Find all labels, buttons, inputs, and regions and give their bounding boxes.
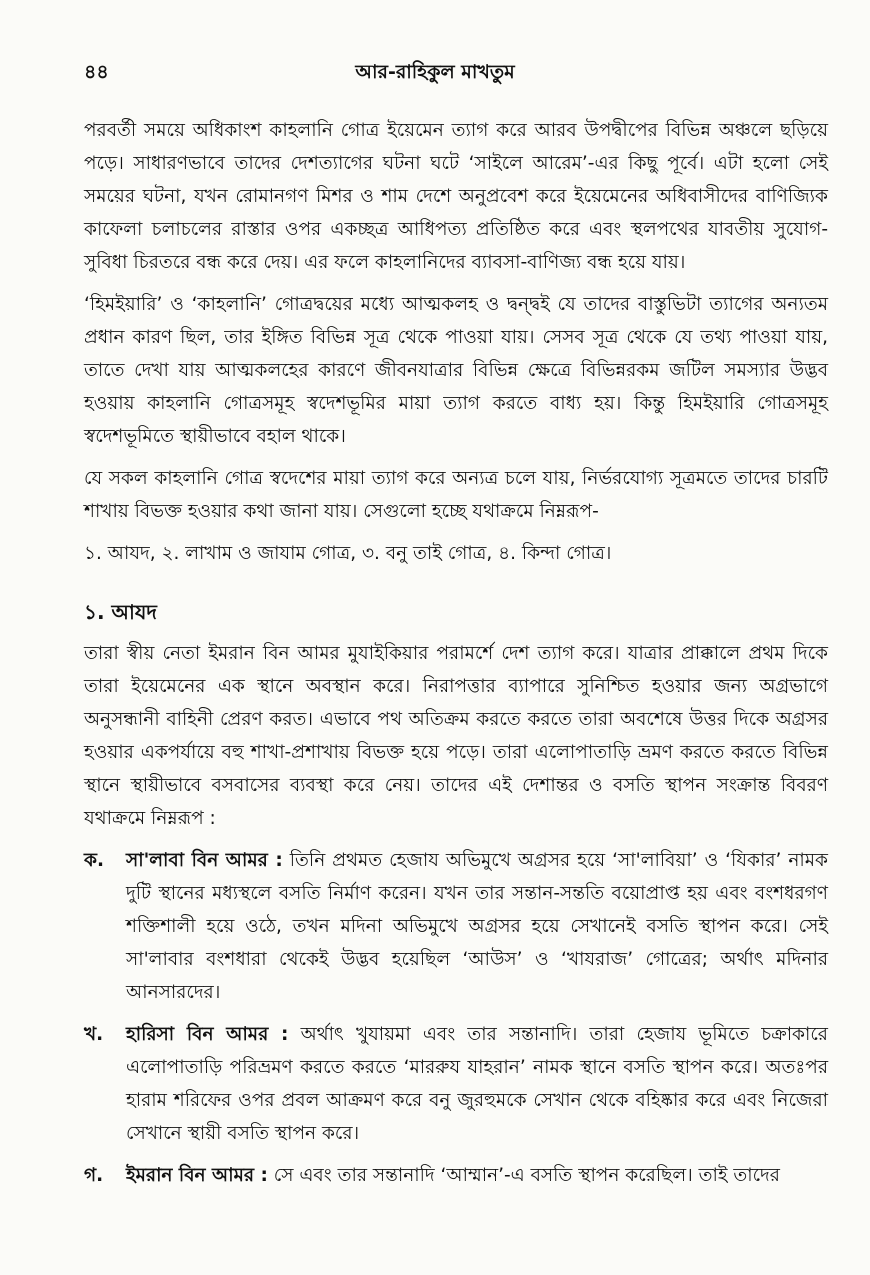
item-marker: খ. [84,1024,104,1045]
item-marker: গ. [84,1165,104,1186]
section-intro: তারা স্বীয় নেতা ইমরান বিন আমর মুযাইকিয়ার পরামর্শে দেশ ত্যাগ করে। যাত্রার প্রাক্কালে প্রথম দিকে তারা ইয়েমেনের এক স্থানে অবস্থান করে। নিরাপত্তার ব্যাপারে সুনিশ্চিত হওয়ার জন্য অগ্রভাগে অনুসন্ধানী বাহিনী প্রেরণ করত। এভাবে পথ অতিক্রম করতে করতে তারা অবশেষে উত্তর দিকে অগ্রসর হওয়ার একপর্যায়ে বহু শাখা-প্রশাখায় বিভক্ত হয়ে পড়ে। তারা এলোপাতাড়ি ভ্রমণ করতে করতে বিভিন্ন স্থানে স্থায়ীভাবে বসবাসের ব্যবস্থা করে নেয়। তাদের এই দেশান্তর ও বসতি স্থাপন সংক্রান্ত বিবরণ যথাক্রমে নিম্নরূপ : [84,643,829,829]
item-body [126,844,828,1009]
item-title: হারিসা বিন আমর : [126,1024,289,1045]
section-heading: ১. আযদ [84,600,157,624]
list-item [84,1018,828,1150]
paragraph: পরবর্তী সময়ে অধিকাংশ কাহলানি গোত্র ইয়েমেন ত্যাগ করে আরব উপদ্বীপের বিভিন্ন অঞ্চলে ছড়িয়ে পড়ে। সাধারণভাবে তাদের দেশত্যাগের ঘটনা ঘটে ‘সাইলে আরেম’-এর কিছু পূর্বে। এটা হলো সেই সময়ের ঘটনা, যখন রোমানগণ মিশর ও শাম দেশে অনুপ্রবেশ করে ইয়েমেনের অধিবাসীদের বাণিজ্যিক কাফেলা চলাচলের রাস্তার ওপর একচ্ছত্র আধিপত্য প্রতিষ্ঠিত করে এবং স্থলপথের যাবতীয় সুযোগ-সুবিধা চিরতরে বন্ধ করে দেয়। এর ফলে কাহলানিদের ব্যাবসা-বাণিজ্য বন্ধ হয়ে যায়। [84,120,828,273]
item-body [126,1018,828,1150]
item-text: অর্থাৎ খুযায়মা এবং তার সন্তানাদি। তারা হেজায ভূমিতে চক্রাকারে এলোপাতাড়ি পরিভ্রমণ করতে করতে ‘মাররুয যাহরান’ নামক স্থানে বসতি স্থাপন করে। অতঃপর হারাম শরিফের ওপর প্রবল আক্রমণ করে বনু জুরহুমকে সেখান থেকে বহিষ্কার করে এবং নিজেরা সেখানে স্থায়ী বসতি স্থাপন করে। [126,1024,828,1144]
list-item [84,1159,828,1192]
item-text: তিনি প্রথমত হেজায অভিমুখে অগ্রসর হয়ে ‘সা'লাবিয়া’ ও ‘যিকার’ নামক দুটি স্থানের মধ্যস্থলে বসতি নির্মাণ করেন। যখন তার সন্তান-সন্ততি বয়োপ্রাপ্ত হয় এবং বংশধরগণ শক্তিশালী হয়ে ওঠে, তখন মদিনা অভিমুখে অগ্রসর হয়ে সেখানেই বসতি স্থাপন করে। সেই সা'লাবার বংশধারা থেকেই উদ্ভব হয়েছিল ‘আউস’ ও ‘খাযরাজ’ গোত্রের; অর্থাৎ মদিনার আনসারদের। [126,850,828,1003]
item-title: সা'লাবা বিন আমর : [126,850,283,871]
page-header [0,52,870,86]
item-marker: ক. [84,850,104,871]
page-body [84,114,828,1201]
paragraph: ‘হিমইয়ারি’ ও ‘কাহলানি’ গোত্রদ্বয়ের মধ্যে আত্মকলহ ও দ্বন্দ্বই যে তাদের বাস্তুভিটা ত্যাগের অন্যতম প্রধান কারণ ছিল, তার ইঙ্গিত বিভিন্ন সূত্র থেকে পাওয়া যায়। সেসব সূত্র থেকে যে তথ্য পাওয়া যায়, তাতে দেখা যায় আত্মকলহের কারণে জীবনযাত্রার বিভিন্ন ক্ষেত্রে বিভিন্নরকম জটিল সমস্যার উদ্ভব হওয়ায় কাহলানি গোত্রসমূহ স্বদেশভূমির মায়া ত্যাগ করতে বাধ্য হয়। কিন্তু হিমইয়ারি গোত্রসমূহ স্বদেশভূমিতে স্থায়ীভাবে বহাল থাকে। [84,294,828,447]
item-body [126,1159,828,1192]
item-text: সে এবং তার সন্তানাদি ‘আম্মান’-এ বসতি স্থাপন করেছিল। তাই তাদের [273,1165,780,1186]
item-title: ইমরান বিন আমর : [126,1165,268,1186]
list-item [84,844,828,1009]
paragraph: যে সকল কাহলানি গোত্র স্বদেশের মায়া ত্যাগ করে অন্যত্র চলে যায়, নির্ভরযোগ্য সূত্রমতে তাদের চারটি শাখায় বিভক্ত হওয়ার কথা জানা যায়। সেগুলো হচ্ছে যথাক্রমে নিম্নরূপ- [84,468,828,522]
page-number: ৪৪ [84,61,109,83]
running-title: আর-রাহিকুল মাখতুম [355,61,515,83]
list-line: ১. আযদ, ২. লাখাম ও জাযাম গোত্র, ৩. বনু তাই গোত্র, ৪. কিন্দা গোত্র। [84,543,612,564]
